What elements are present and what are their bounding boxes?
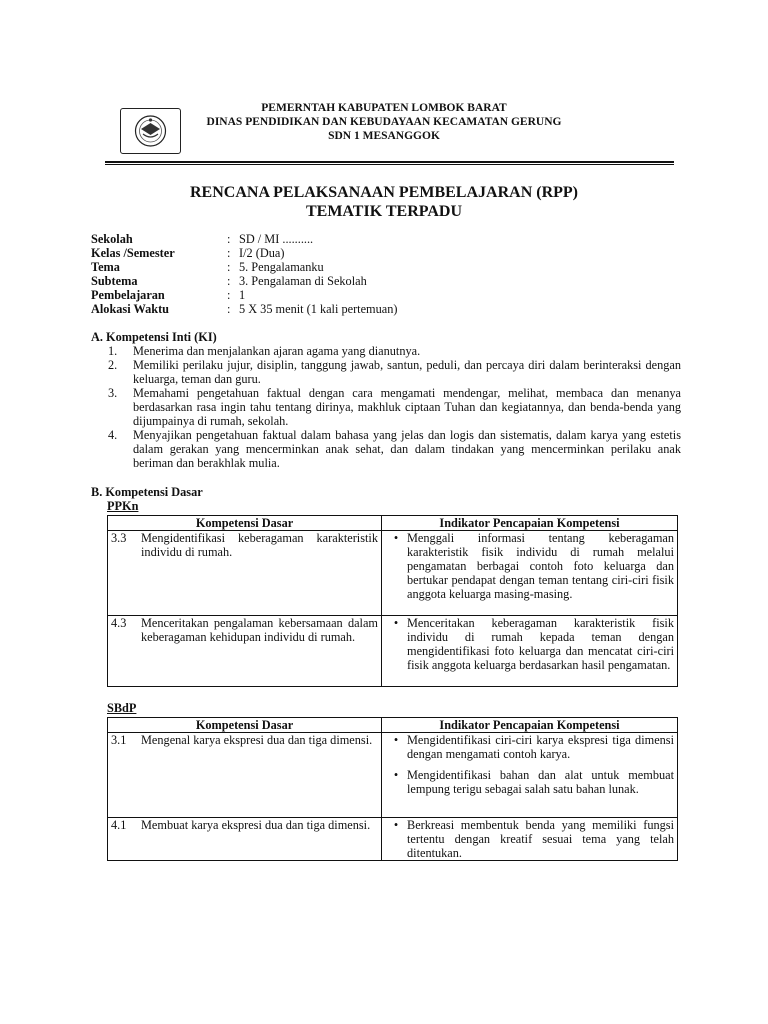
indicator-text: Menceritakan keberagaman karakteristik fisik individu di rumah kepada teman dengan mengidentifikasi foto keluarga dan mencatat ciri-ciri fisik anggota keluarga berdasarkan hasil pengamatan. xyxy=(407,616,674,672)
header-department: DINAS PENDIDIKAN DAN KEBUDAYAAN KECAMATAN GERUNG xyxy=(206,116,562,128)
meta-key: Subtema xyxy=(91,274,138,288)
meta-row xyxy=(91,288,397,302)
bullet: • xyxy=(393,733,399,747)
indicator-cell xyxy=(382,733,678,818)
section-kd-heading: B. Kompetensi Dasar xyxy=(91,485,203,499)
meta-colon: : xyxy=(227,274,231,288)
header-rule xyxy=(105,161,674,163)
meta-colon: : xyxy=(227,288,231,302)
list-text: Menyajikan pengetahuan faktual dalam bahasa yang jelas dan logis dan sistematis, dalam karya yang estetis dalam gerakan yang mencerminkan anak sehat, dan dalam tindakan yang mencerminkan perilaku anak beriman dan berakhlak mulia. xyxy=(133,428,681,470)
bullet: • xyxy=(393,531,399,545)
meta-row xyxy=(91,246,397,260)
meta-value: I/2 (Dua) xyxy=(239,246,285,260)
meta-row xyxy=(91,260,397,274)
table-row xyxy=(108,616,678,687)
identity-block xyxy=(91,232,397,316)
col-header-kd: Kompetensi Dasar xyxy=(108,718,382,733)
col-header-indicator: Indikator Pencapaian Kompetensi xyxy=(382,516,678,531)
list-item xyxy=(91,428,681,470)
meta-value: 5. Pengalamanku xyxy=(239,260,324,274)
list-number: 2. xyxy=(108,358,118,372)
kd-cell xyxy=(108,733,382,818)
indicator-text: Mengidentifikasi bahan dan alat untuk membuat lempung terigu sebagai salah satu bahan lunak. xyxy=(407,768,674,796)
sbdp-table xyxy=(107,717,678,861)
meta-colon: : xyxy=(227,232,231,246)
col-header-kd: Kompetensi Dasar xyxy=(108,516,382,531)
table-row xyxy=(108,531,678,616)
subject-ppkn-label: PPKn xyxy=(107,499,139,513)
list-number: 3. xyxy=(108,386,118,400)
doc-subtitle: TEMATIK TERPADU xyxy=(305,203,462,220)
meta-key: Tema xyxy=(91,260,120,274)
list-text: Memahami pengetahuan faktual dengan cara mengamati mendengar, melihat, membaca dan menanya berdasarkan rasa ingin tahu tentang dirinya, makhluk ciptaan Tuhan dan kegiatannya, dan benda-benda yang dijumpainya di rumah, sekolah. xyxy=(133,386,681,428)
list-item xyxy=(91,386,681,428)
kd-cell xyxy=(108,818,382,861)
list-number: 4. xyxy=(108,428,118,442)
meta-colon: : xyxy=(227,302,231,316)
header-school: SDN 1 MESANGGOK xyxy=(328,130,440,142)
bullet: • xyxy=(393,818,399,832)
header-government: PEMERNTAH KABUPATEN LOMBOK BARAT xyxy=(261,102,507,114)
indicator-text: Berkreasi membentuk benda yang memiliki fungsi tertentu dengan kreatif sesuai tema yang telah ditentukan. xyxy=(407,818,674,860)
kd-number: 4.1 xyxy=(111,818,127,832)
indicator-cell xyxy=(382,616,678,687)
header-rule-thin xyxy=(105,164,674,165)
meta-value: 3. Pengalaman di Sekolah xyxy=(239,274,367,288)
meta-value: 1 xyxy=(239,288,246,302)
meta-key: Alokasi Waktu xyxy=(91,302,170,316)
kd-cell xyxy=(108,616,382,687)
kd-number: 3.1 xyxy=(111,733,127,747)
indicator-cell xyxy=(382,531,678,616)
indicator-text: Mengidentifikasi ciri-ciri karya ekspresi tiga dimensi dengan mengamati contoh karya. xyxy=(407,733,674,761)
kd-number: 3.3 xyxy=(111,531,127,545)
section-ki-heading: A. Kompetensi Inti (KI) xyxy=(91,330,217,344)
meta-key: Kelas /Semester xyxy=(91,246,175,260)
indicator-cell xyxy=(382,818,678,861)
table-header-row xyxy=(108,718,678,733)
kd-text: Mengenal karya ekspresi dua dan tiga dimensi. xyxy=(141,733,373,747)
kd-text: Menceritakan pengalaman kebersamaan dalam keberagaman kehidupan individu di rumah. xyxy=(141,616,378,644)
indicator-text: Menggali informasi tentang keberagaman karakteristik fisik individu di rumah melalui pengamatan berbagai contoh foto keluarga dan bertukar pendapat dengan teman tentang ciri-ciri fisik anggota keluarga masing-masing. xyxy=(407,531,674,601)
meta-colon: : xyxy=(227,260,231,274)
ki-list xyxy=(91,344,681,470)
meta-row xyxy=(91,302,397,316)
subject-sbdp-label: SBdP xyxy=(107,701,137,715)
meta-row xyxy=(91,274,397,288)
table-header-row xyxy=(108,516,678,531)
list-item xyxy=(91,358,681,386)
table-row xyxy=(108,733,678,818)
meta-value: SD / MI .......... xyxy=(239,232,314,246)
kd-number: 4.3 xyxy=(111,616,127,630)
bullet: • xyxy=(393,616,399,630)
table-row xyxy=(108,818,678,861)
bullet: • xyxy=(393,768,399,782)
meta-row xyxy=(91,232,397,246)
meta-key: Sekolah xyxy=(91,232,133,246)
kd-cell xyxy=(108,531,382,616)
col-header-indicator: Indikator Pencapaian Kompetensi xyxy=(382,718,678,733)
doc-title: RENCANA PELAKSANAAN PEMBELAJARAN (RPP) xyxy=(190,184,578,201)
kd-text: Membuat karya ekspresi dua dan tiga dimensi. xyxy=(141,818,371,832)
list-text: Memiliki perilaku jujur, disiplin, tanggung jawab, santun, peduli, dan percaya diri dalam berinteraksi dengan keluarga, teman dan guru. xyxy=(133,358,681,386)
kd-text: Mengidentifikasi keberagaman karakteristik individu di rumah. xyxy=(141,531,378,559)
list-number: 1. xyxy=(108,344,118,358)
list-text: Menerima dan menjalankan ajaran agama yang dianutnya. xyxy=(133,344,421,358)
meta-key: Pembelajaran xyxy=(91,288,165,302)
meta-colon: : xyxy=(227,246,231,260)
list-item xyxy=(91,344,681,358)
meta-value: 5 X 35 menit (1 kali pertemuan) xyxy=(239,302,398,316)
ppkn-table xyxy=(107,515,678,687)
